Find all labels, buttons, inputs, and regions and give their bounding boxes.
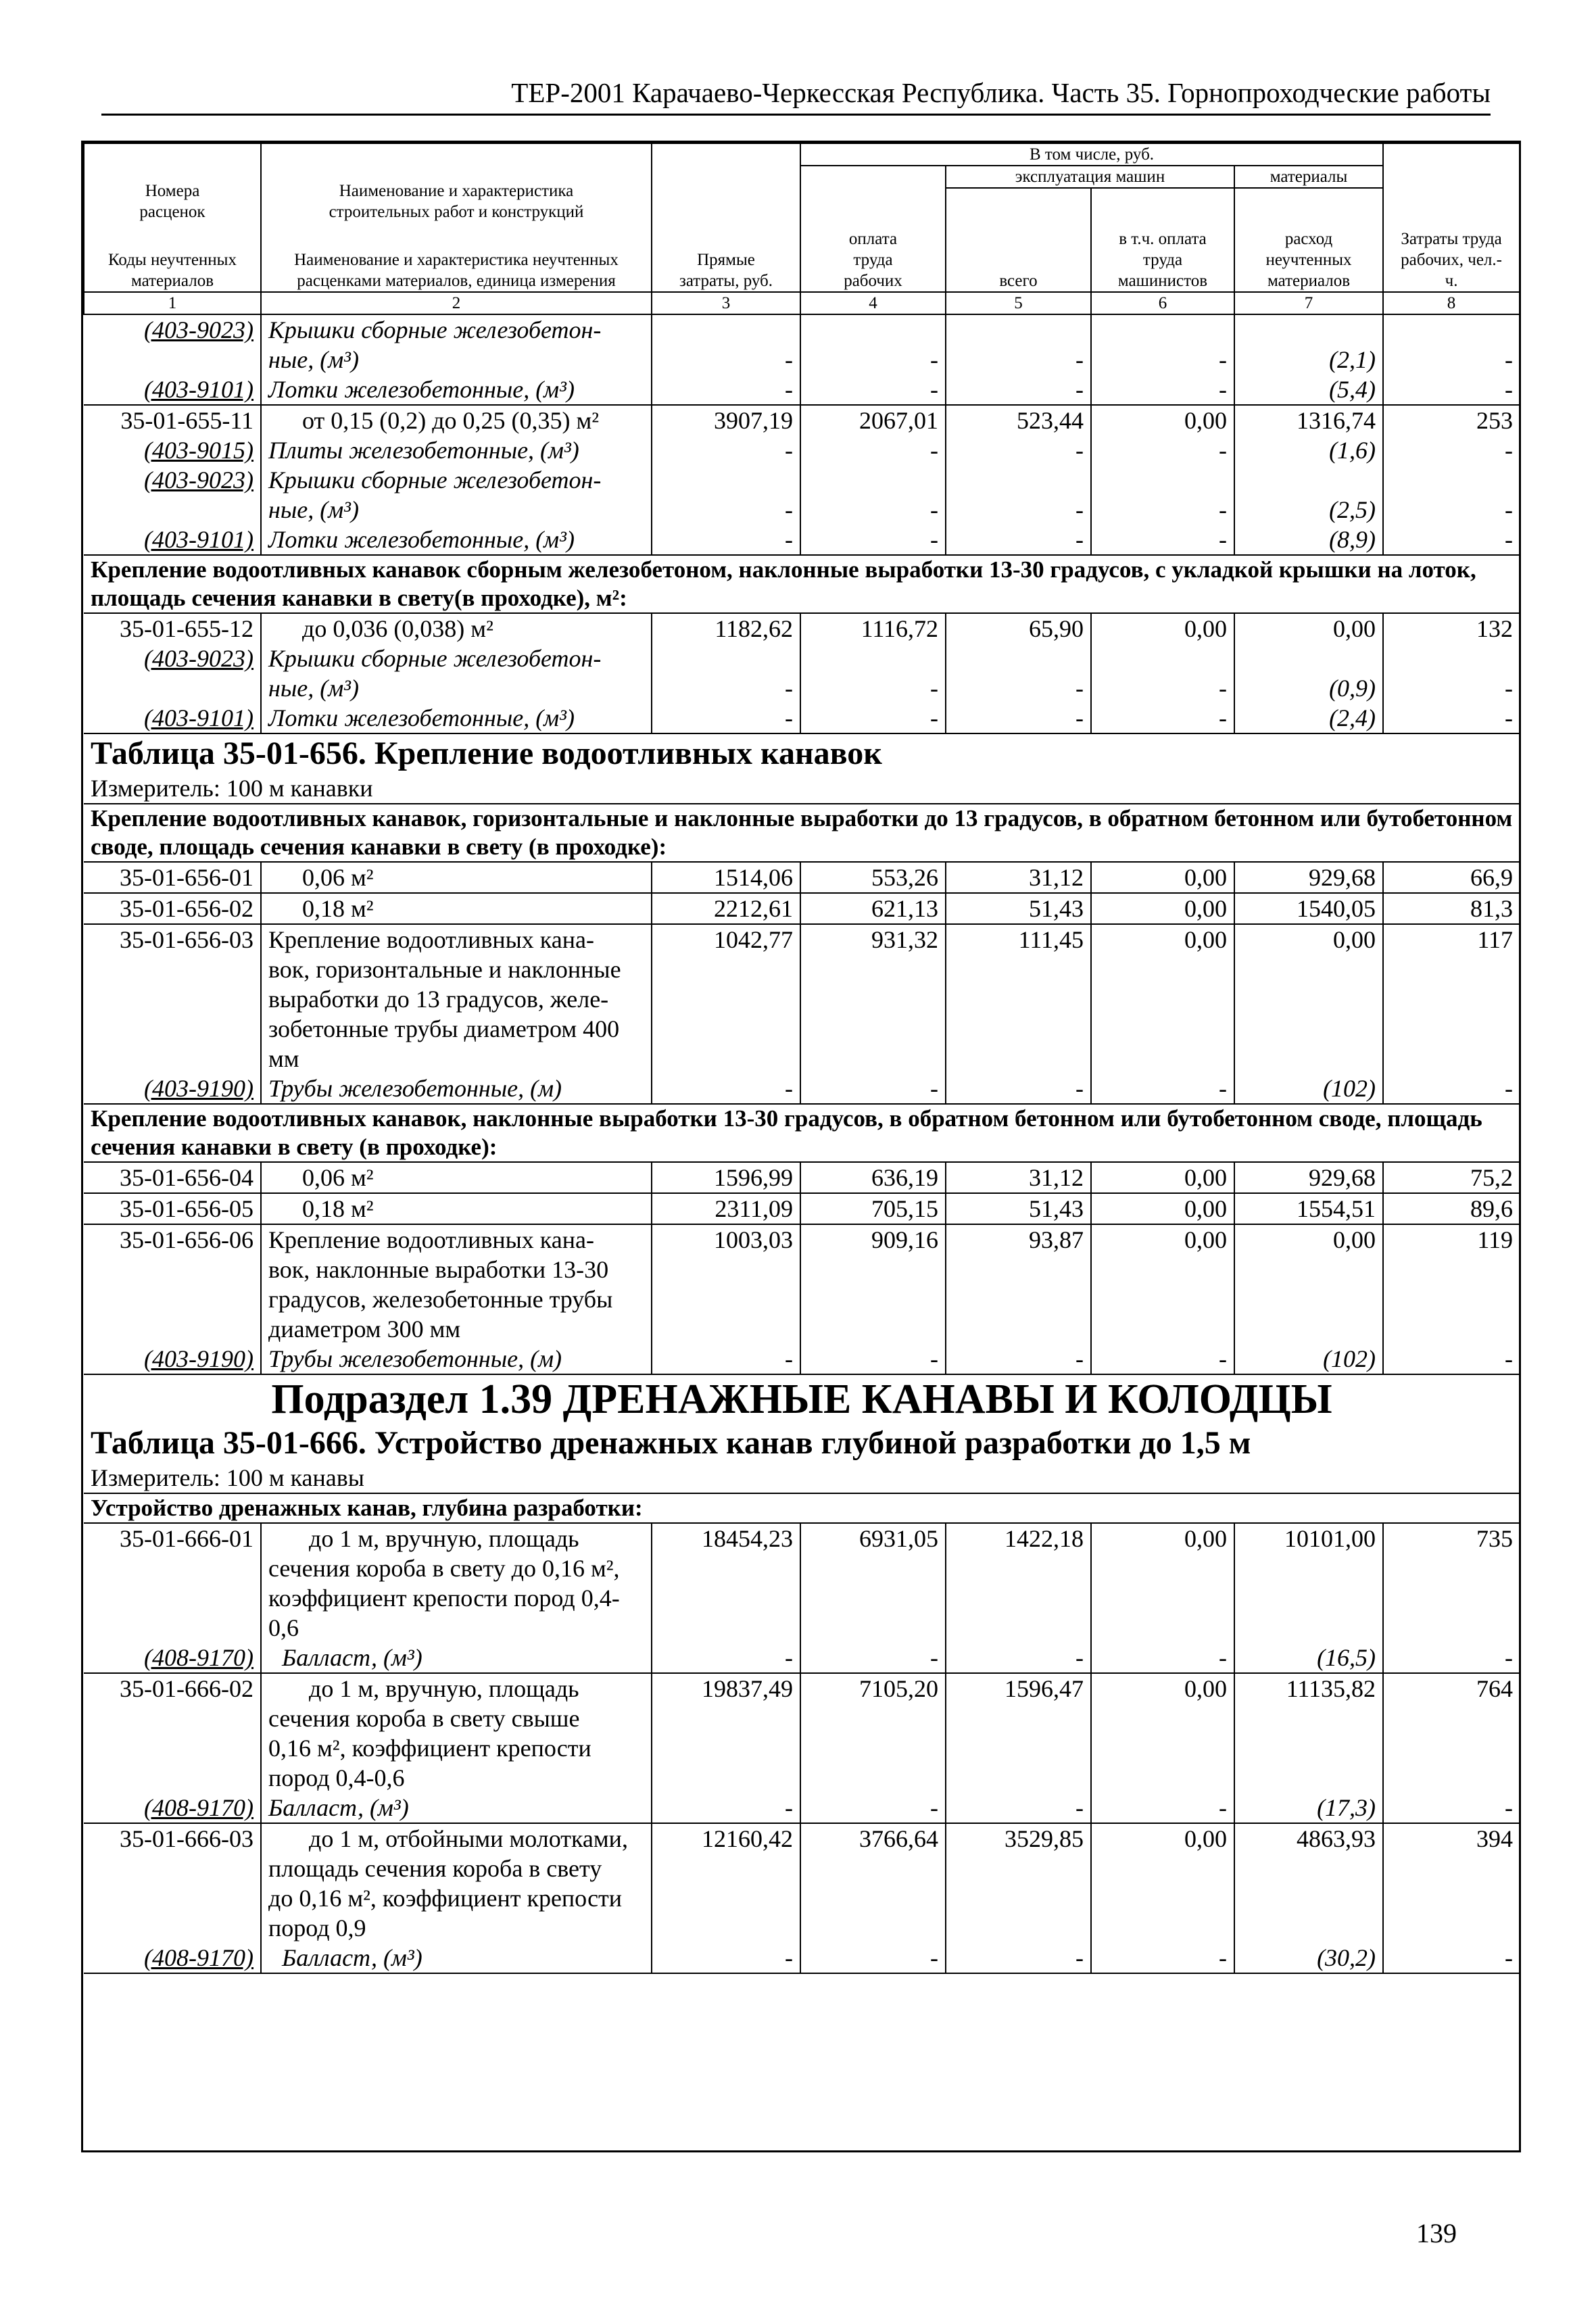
col-header-materials: материалы xyxy=(1234,166,1383,188)
value-cell: 0,00 xyxy=(1091,1823,1234,1943)
table-title-row xyxy=(84,1424,1520,1463)
value-cell: - xyxy=(946,1344,1091,1374)
value-cell: 0,00 xyxy=(1091,862,1234,893)
value-cell: 19837,49 xyxy=(652,1673,800,1793)
value-cell: - xyxy=(1505,1794,1514,1821)
value-cell: 93,87 xyxy=(946,1224,1091,1344)
value-cell: - xyxy=(1091,465,1234,525)
value-cell: - xyxy=(800,314,946,375)
value-cell: - xyxy=(652,435,800,465)
material-row xyxy=(84,1344,1520,1374)
section-heading: Крепление водоотливных канавок, горизонтальные и наклонные выработки до 13 градусов, в обратном бетонном или бутобетонном своде, площадь сечения канавки в свету (в проходке): xyxy=(84,804,1520,862)
value-cell: - xyxy=(946,644,1091,703)
name-line: 0,06 м² xyxy=(302,1164,374,1191)
material-row xyxy=(84,703,1520,733)
value-cell: - xyxy=(800,435,946,465)
rate-code: 35-01-656-06 xyxy=(84,1224,261,1344)
material-code: (403-9023) xyxy=(84,465,261,525)
value-cell: 764 xyxy=(1383,1673,1520,1793)
value-cell: (102) xyxy=(1234,1073,1383,1104)
rate-name xyxy=(261,1193,652,1224)
rate-row xyxy=(84,924,1520,1073)
value-cell: - xyxy=(946,1793,1091,1823)
name-line: выработки до 13 градусов, желе- xyxy=(268,986,609,1013)
value-cell: - xyxy=(1091,1793,1234,1823)
name-line: градусов, железобетонные трубы xyxy=(268,1286,613,1313)
value-cell: 7105,20 xyxy=(800,1673,946,1793)
name-line: пород 0,9 xyxy=(268,1914,366,1941)
value-cell: 6931,05 xyxy=(800,1523,946,1643)
rate-name xyxy=(261,613,652,644)
section-heading: Устройство дренажных канав, глубина разработки: xyxy=(84,1493,1520,1523)
value-cell: - xyxy=(652,1643,800,1673)
material-name xyxy=(261,644,652,703)
name-line: до 1 м, отбойными молотками, xyxy=(309,1825,628,1852)
value-cell: - xyxy=(1505,376,1514,403)
name-line: Крепление водоотливных кана- xyxy=(268,1226,594,1253)
value-cell: 0,00 xyxy=(1091,893,1234,924)
rate-code: 35-01-666-03 xyxy=(84,1823,261,1943)
value-cell: 31,12 xyxy=(946,1162,1091,1193)
rate-code: 35-01-666-01 xyxy=(84,1523,261,1643)
name-line: до 0,036 (0,038) м² xyxy=(302,615,493,642)
rate-row xyxy=(84,862,1520,893)
value-cell: - xyxy=(800,1793,946,1823)
col-header-labor-pay: оплата труда рабочих xyxy=(800,166,946,292)
value-cell: - xyxy=(946,435,1091,465)
rate-code: 35-01-656-04 xyxy=(84,1162,261,1193)
header-rule xyxy=(101,114,1491,116)
name-line: 0,18 м² xyxy=(302,1195,374,1222)
rate-code: 35-01-656-03 xyxy=(84,924,261,1073)
name-line: диаметром 300 мм xyxy=(268,1316,461,1343)
name-line: 0,06 м² xyxy=(302,864,374,891)
value-cell: 909,16 xyxy=(800,1224,946,1344)
name-line: пород 0,4-0,6 xyxy=(268,1764,405,1791)
column-number: 5 xyxy=(946,292,1091,314)
value-cell: 1422,18 xyxy=(946,1523,1091,1643)
rate-row xyxy=(84,613,1520,644)
value-cell: 119 xyxy=(1383,1224,1520,1344)
value-cell: 10101,00 xyxy=(1234,1523,1383,1643)
material-row xyxy=(84,644,1520,703)
value-cell: - xyxy=(800,465,946,525)
value-cell: - xyxy=(800,1643,946,1673)
value-cell: - xyxy=(1091,314,1234,375)
value-cell: 3907,19 xyxy=(652,405,800,435)
value-cell: 0,00 xyxy=(1234,1224,1383,1344)
table-measure-row xyxy=(84,773,1520,804)
column-number: 7 xyxy=(1234,292,1383,314)
name-line: Лотки железобетонные, (м³) xyxy=(268,376,575,403)
rate-name xyxy=(261,893,652,924)
rates-sheet xyxy=(81,141,1521,2152)
rate-name xyxy=(261,1523,652,1643)
name-line: Трубы железобетонные, (м) xyxy=(268,1075,562,1102)
subsection-title: Подраздел 1.39 ДРЕНАЖНЫЕ КАНАВЫ И КОЛОДЦЫ xyxy=(84,1374,1520,1424)
rate-code: 35-01-655-12 xyxy=(84,613,261,644)
rate-code: 35-01-656-02 xyxy=(84,893,261,924)
name-line: Крышки сборные железобетон- xyxy=(268,316,602,343)
rate-name xyxy=(261,1224,652,1344)
value-cell: 929,68 xyxy=(1234,862,1383,893)
value-cell: 3529,85 xyxy=(946,1823,1091,1943)
value-cell: - xyxy=(946,375,1091,405)
rate-code: 35-01-656-01 xyxy=(84,862,261,893)
value-cell: (16,5) xyxy=(1234,1643,1383,1673)
material-row xyxy=(84,1643,1520,1673)
value-cell: (30,2) xyxy=(1234,1943,1383,1973)
material-name xyxy=(261,465,652,525)
name-line: вок, горизонтальные и наклонные xyxy=(268,956,621,983)
value-cell: - xyxy=(800,375,946,405)
value-cell: 931,32 xyxy=(800,924,946,1073)
material-row xyxy=(84,375,1520,405)
value-cell: 621,13 xyxy=(800,893,946,924)
material-row xyxy=(84,314,1520,375)
value-cell: - xyxy=(652,644,800,703)
value-cell: 2212,61 xyxy=(652,893,800,924)
value-cell: 636,19 xyxy=(800,1162,946,1193)
material-code: (403-9023) xyxy=(84,644,261,703)
material-code: (408-9170) xyxy=(84,1943,261,1973)
material-code: (403-9015) xyxy=(84,435,261,465)
value-cell: 553,26 xyxy=(800,862,946,893)
name-line: 0,18 м² xyxy=(302,895,374,922)
value-cell: (2,1) xyxy=(1234,314,1383,375)
material-row xyxy=(84,1943,1520,1973)
rate-name xyxy=(261,1162,652,1193)
col-header-machinists-pay: в т.ч. оплата труда машинистов xyxy=(1091,188,1234,292)
value-cell: - xyxy=(800,644,946,703)
value-cell: 735 xyxy=(1383,1523,1520,1643)
value-cell: 1540,05 xyxy=(1234,893,1383,924)
name-line: коэффициент крепости пород 0,4- xyxy=(268,1585,620,1612)
table-measure: Измеритель: 100 м канавы xyxy=(84,1463,1520,1493)
material-row xyxy=(84,525,1520,555)
section-heading-row xyxy=(84,1104,1520,1162)
value-cell: - xyxy=(1091,375,1234,405)
name-line: 0,16 м², коэффициент крепости xyxy=(268,1735,591,1762)
material-row xyxy=(84,435,1520,465)
value-cell: 65,90 xyxy=(946,613,1091,644)
value-cell: 81,3 xyxy=(1383,893,1520,924)
value-cell: - xyxy=(800,1073,946,1104)
value-cell: - xyxy=(1505,437,1514,464)
table-title: Таблица 35-01-656. Крепление водоотливных канавок xyxy=(84,733,1520,773)
col-header-machines-total: всего xyxy=(946,188,1091,292)
name-line: Балласт, (м³) xyxy=(282,1644,422,1671)
name-line: Балласт, (м³) xyxy=(282,1944,422,1971)
value-cell: (2,4) xyxy=(1234,703,1383,733)
value-cell: 0,00 xyxy=(1091,924,1234,1073)
value-cell: 1003,03 xyxy=(652,1224,800,1344)
value-cell: - xyxy=(1505,496,1514,523)
value-cell: 51,43 xyxy=(946,1193,1091,1224)
name-line: площадь сечения короба в свету xyxy=(268,1855,602,1882)
rate-code: 35-01-655-11 xyxy=(84,405,261,435)
value-cell: - xyxy=(946,525,1091,555)
section-heading: Крепление водоотливных канавок сборным железобетоном, наклонные выработки 13-30 градусов, с укладкой крышки на лоток, площадь сечения канавки в свету(в проходке), м²: xyxy=(84,555,1520,613)
material-code: (403-9101) xyxy=(84,525,261,555)
value-cell: - xyxy=(800,525,946,555)
value-cell: - xyxy=(946,1943,1091,1973)
value-cell: - xyxy=(1091,435,1234,465)
name-line: ные, (м³) xyxy=(268,496,359,523)
col-header-rate-numbers: Номера расценок xyxy=(139,182,205,221)
value-cell: 1042,77 xyxy=(652,924,800,1073)
value-cell: - xyxy=(946,1073,1091,1104)
value-cell: 117 xyxy=(1383,924,1520,1073)
subsection-title-row xyxy=(84,1374,1520,1424)
material-row xyxy=(84,1073,1520,1104)
value-cell: - xyxy=(652,1073,800,1104)
rate-row xyxy=(84,1823,1520,1943)
value-cell: 4863,93 xyxy=(1234,1823,1383,1943)
material-row xyxy=(84,465,1520,525)
value-cell: 2311,09 xyxy=(652,1193,800,1224)
rate-row xyxy=(84,1193,1520,1224)
col-header-material-name: Наименование и характеристика неучтенных расценками материалов, единица измерения xyxy=(294,251,619,290)
name-line: до 1 м, вручную, площадь xyxy=(309,1525,579,1552)
value-cell: 0,00 xyxy=(1234,924,1383,1073)
name-line: мм xyxy=(268,1045,299,1072)
value-cell: 132 xyxy=(1383,613,1520,644)
col-header-names xyxy=(261,143,652,292)
section-heading-row xyxy=(84,1493,1520,1523)
value-cell: - xyxy=(1091,1943,1234,1973)
name-line: Крышки сборные железобетон- xyxy=(268,466,602,493)
value-cell: 1182,62 xyxy=(652,613,800,644)
page-number: 139 xyxy=(1416,2218,1457,2248)
material-name xyxy=(261,314,652,375)
section-heading-row xyxy=(84,555,1520,613)
value-cell: - xyxy=(1091,525,1234,555)
rate-name xyxy=(261,862,652,893)
value-cell: 253 xyxy=(1383,405,1520,435)
name-line: до 0,16 м², коэффициент крепости xyxy=(268,1885,623,1912)
value-cell: (8,9) xyxy=(1234,525,1383,555)
value-cell: 705,15 xyxy=(800,1193,946,1224)
name-line: Лотки железобетонные, (м³) xyxy=(268,704,575,731)
value-cell: - xyxy=(1505,526,1514,553)
value-cell: 0,00 xyxy=(1091,1224,1234,1344)
rate-row xyxy=(84,1523,1520,1643)
name-line: до 1 м, вручную, площадь xyxy=(309,1675,579,1702)
rate-row xyxy=(84,1673,1520,1793)
value-cell: (5,4) xyxy=(1234,375,1383,405)
rate-row xyxy=(84,405,1520,435)
value-cell: - xyxy=(946,703,1091,733)
rate-row xyxy=(84,1224,1520,1344)
col-header-incl: В том числе, руб. xyxy=(800,143,1383,166)
name-line: сечения короба в свету до 0,16 м², xyxy=(268,1555,620,1582)
value-cell: 1596,99 xyxy=(652,1162,800,1193)
value-cell: (17,3) xyxy=(1234,1793,1383,1823)
value-cell: - xyxy=(1383,314,1520,375)
name-line: Трубы железобетонные, (м) xyxy=(268,1345,562,1372)
rate-name xyxy=(261,405,652,435)
value-cell: - xyxy=(652,1943,800,1973)
table-measure-row xyxy=(84,1463,1520,1493)
material-name xyxy=(261,1073,652,1104)
value-cell: 0,00 xyxy=(1091,1523,1234,1643)
value-cell: 51,43 xyxy=(946,893,1091,924)
col-header-material-codes: Коды неучтенных материалов xyxy=(108,251,237,290)
value-cell: - xyxy=(1091,1643,1234,1673)
name-line: Плиты железобетонные, (м³) xyxy=(268,437,579,464)
table-measure: Измеритель: 100 м канавки xyxy=(84,773,1520,804)
value-cell: 394 xyxy=(1383,1823,1520,1943)
material-name xyxy=(261,1643,652,1673)
column-number: 2 xyxy=(261,292,652,314)
value-cell: 1116,72 xyxy=(800,613,946,644)
value-cell: - xyxy=(652,1344,800,1374)
value-cell: - xyxy=(1505,1644,1514,1671)
material-code: (408-9170) xyxy=(84,1793,261,1823)
material-name xyxy=(261,435,652,465)
value-cell: 0,00 xyxy=(1091,613,1234,644)
col-header-direct-costs: Прямые затраты, руб. xyxy=(652,143,800,292)
name-line: Крепление водоотливных кана- xyxy=(268,926,594,953)
table-title: Таблица 35-01-666. Устройство дренажных канав глубиной разработки до 1,5 м xyxy=(91,1425,1251,1461)
rate-code: 35-01-656-05 xyxy=(84,1193,261,1224)
value-cell: (1,6) xyxy=(1234,435,1383,465)
value-cell: - xyxy=(946,465,1091,525)
value-cell: 1596,47 xyxy=(946,1673,1091,1793)
value-cell: - xyxy=(1505,704,1514,731)
value-cell: 18454,23 xyxy=(652,1523,800,1643)
value-cell: 12160,42 xyxy=(652,1823,800,1943)
value-cell: 0,00 xyxy=(1091,1673,1234,1793)
value-cell: 523,44 xyxy=(946,405,1091,435)
value-cell: - xyxy=(652,1793,800,1823)
material-code: (403-9101) xyxy=(84,375,261,405)
material-code: (403-9101) xyxy=(84,703,261,733)
material-code: (403-9023) xyxy=(84,314,261,375)
material-row xyxy=(84,1793,1520,1823)
value-cell: 1554,51 xyxy=(1234,1193,1383,1224)
name-line: вок, наклонные выработки 13-30 xyxy=(268,1256,609,1283)
value-cell: 2067,01 xyxy=(800,405,946,435)
section-heading: Крепление водоотливных канавок, наклонные выработки 13-30 градусов, в обратном бетонном или бутобетонном своде, площадь сечения канавки в свету (в проходке): xyxy=(84,1104,1520,1162)
section-heading-row xyxy=(84,804,1520,862)
column-number: 4 xyxy=(800,292,946,314)
material-code: (408-9170) xyxy=(84,1643,261,1673)
col-header-machines: эксплуатация машин xyxy=(946,166,1234,188)
material-name xyxy=(261,1344,652,1374)
column-number: 3 xyxy=(652,292,800,314)
name-line: Крышки сборные железобетон- xyxy=(268,645,602,672)
rate-code: 35-01-666-02 xyxy=(84,1673,261,1793)
rate-name xyxy=(261,1673,652,1793)
value-cell: 66,9 xyxy=(1383,862,1520,893)
col-header-unaccounted-materials: расход неучтенных материалов xyxy=(1234,188,1383,292)
rate-name xyxy=(261,1823,652,1943)
col-header-labor-costs: Затраты труда рабочих, чел.-ч. xyxy=(1383,143,1520,292)
value-cell: 89,6 xyxy=(1383,1193,1520,1224)
rate-name xyxy=(261,924,652,1073)
table-title-row xyxy=(84,733,1520,773)
value-cell: - xyxy=(1091,1344,1234,1374)
value-cell: - xyxy=(1383,1943,1520,1973)
name-line: сечения короба в свету свыше xyxy=(268,1705,580,1732)
value-cell: 75,2 xyxy=(1383,1162,1520,1193)
material-name xyxy=(261,703,652,733)
material-name xyxy=(261,1793,652,1823)
value-cell: 1514,06 xyxy=(652,862,800,893)
name-line: Балласт, (м³) xyxy=(268,1794,409,1821)
value-cell: - xyxy=(800,1344,946,1374)
value-cell: - xyxy=(652,375,800,405)
material-code: (403-9190) xyxy=(84,1073,261,1104)
rate-row xyxy=(84,1162,1520,1193)
value-cell: (0,9) xyxy=(1234,644,1383,703)
value-cell: 1316,74 xyxy=(1234,405,1383,435)
column-numbers-row xyxy=(84,292,1520,314)
name-line: Лотки железобетонные, (м³) xyxy=(268,526,575,553)
material-name xyxy=(261,525,652,555)
name-line: 0,6 xyxy=(268,1614,299,1641)
value-cell: (2,5) xyxy=(1234,465,1383,525)
col-header-codes xyxy=(84,143,261,292)
value-cell: 3766,64 xyxy=(800,1823,946,1943)
page-header: ТЕР-2001 Карачаево-Черкесская Республика. Часть 35. Горнопроходческие работы xyxy=(511,77,1491,108)
value-cell: - xyxy=(652,465,800,525)
value-cell: (102) xyxy=(1234,1344,1383,1374)
name-line: зобетонные трубы диаметром 400 xyxy=(268,1015,620,1042)
value-cell: 929,68 xyxy=(1234,1162,1383,1193)
value-cell: 0,00 xyxy=(1091,1193,1234,1224)
rates-table xyxy=(83,143,1520,1974)
value-cell: - xyxy=(946,1643,1091,1673)
value-cell: - xyxy=(652,703,800,733)
value-cell: 0,00 xyxy=(1091,1162,1234,1193)
value-cell: - xyxy=(800,703,946,733)
value-cell: - xyxy=(1091,703,1234,733)
value-cell: - xyxy=(652,314,800,375)
value-cell: - xyxy=(800,1943,946,1973)
col-header-work-name: Наименование и характеристика строительных работ и конструкций xyxy=(329,182,584,221)
material-code: (403-9190) xyxy=(84,1344,261,1374)
value-cell: 11135,82 xyxy=(1234,1673,1383,1793)
column-number: 8 xyxy=(1383,292,1520,314)
value-cell: - xyxy=(1505,675,1514,702)
value-cell: 111,45 xyxy=(946,924,1091,1073)
material-name xyxy=(261,1943,652,1973)
value-cell: 0,00 xyxy=(1091,405,1234,435)
name-line: ные, (м³) xyxy=(268,675,359,702)
column-number: 6 xyxy=(1091,292,1234,314)
material-name xyxy=(261,375,652,405)
value-cell: 0,00 xyxy=(1234,613,1383,644)
column-number: 1 xyxy=(84,292,261,314)
name-line: ные, (м³) xyxy=(268,346,359,373)
value-cell: - xyxy=(652,525,800,555)
value-cell: 31,12 xyxy=(946,862,1091,893)
value-cell: - xyxy=(1505,1075,1514,1102)
value-cell: - xyxy=(1091,1073,1234,1104)
rate-row xyxy=(84,893,1520,924)
name-line: от 0,15 (0,2) до 0,25 (0,35) м² xyxy=(302,407,600,434)
value-cell: - xyxy=(1505,1345,1514,1372)
value-cell: - xyxy=(1091,644,1234,703)
value-cell: - xyxy=(946,314,1091,375)
